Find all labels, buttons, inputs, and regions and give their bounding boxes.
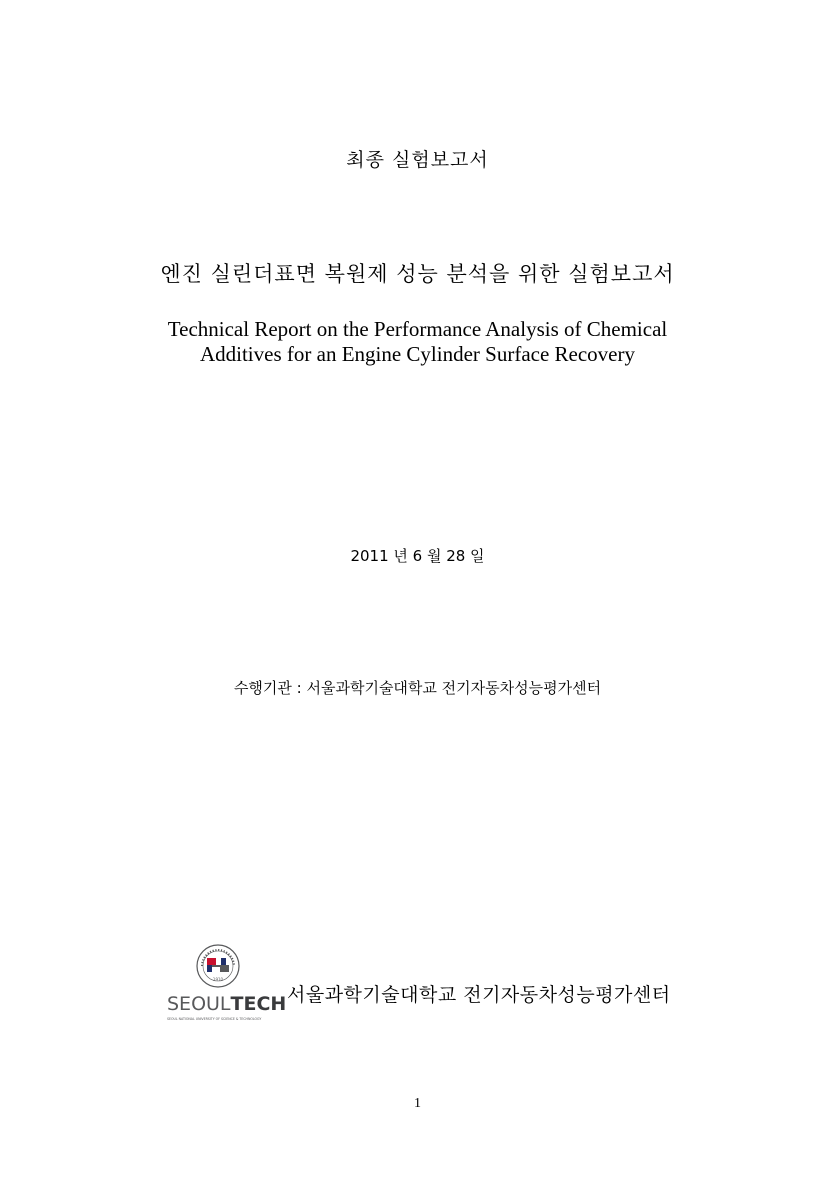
footer-organization: 서울과학기술대학교 전기자동차성능평가센터 xyxy=(287,984,671,1006)
university-seal-icon xyxy=(197,945,239,987)
title-english-line-2: Additives for an Engine Cylinder Surface Recovery xyxy=(199,342,636,366)
performing-organization: 수행기관 : 서울과학기술대학교 전기자동차성능평가센터 xyxy=(233,679,602,697)
logo-wordmark-bold: TECH xyxy=(230,993,287,1015)
report-title-korean: 엔진 실린더표면 복원제 성능 분석을 위한 실험보고서 xyxy=(160,262,675,286)
logo-wordmark-light: SEOUL xyxy=(167,993,231,1015)
seal-year: 1910 xyxy=(212,977,224,982)
report-title-english xyxy=(0,317,835,367)
logo-wordmark xyxy=(167,993,286,1015)
seoultech-logo xyxy=(165,943,287,1028)
title-english-line-1: Technical Report on the Performance Analysis of Chemical xyxy=(167,317,668,341)
logo-tagline: SEOUL NATIONAL UNIVERSITY OF SCIENCE & TECHNOLOGY xyxy=(167,1017,262,1021)
report-date: 2011 년 6 월 28 일 xyxy=(350,547,485,565)
report-heading: 최종 실험보고서 xyxy=(346,149,489,171)
page-number: 1 xyxy=(414,1096,421,1111)
